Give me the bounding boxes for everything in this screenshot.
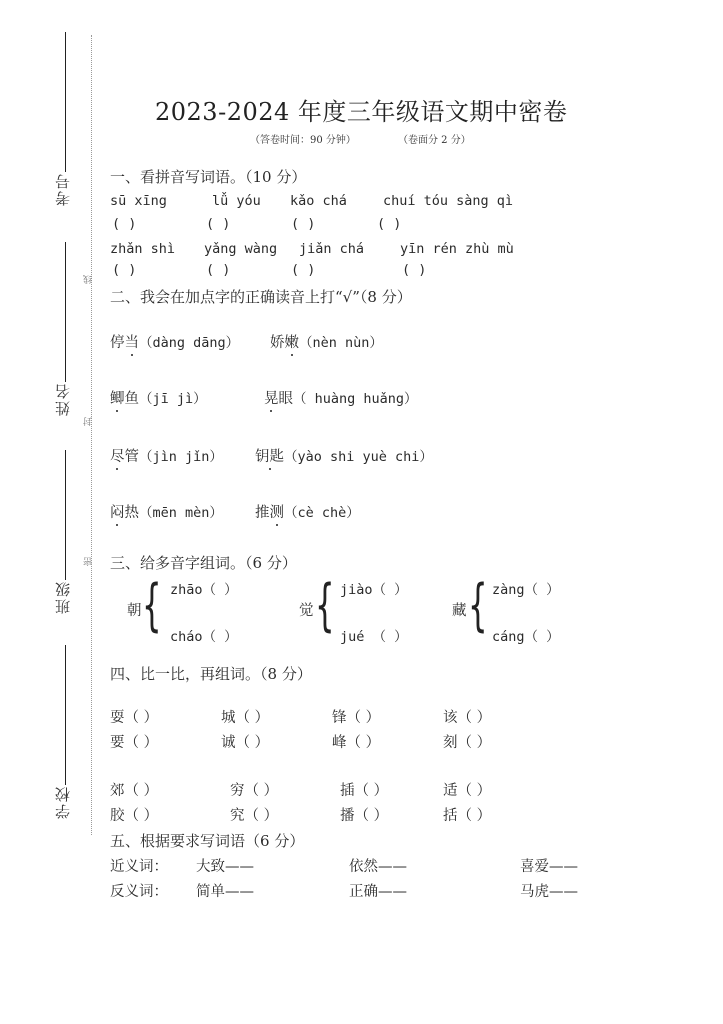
choice-item-1[interactable] xyxy=(110,331,239,352)
choice-item-3[interactable] xyxy=(110,387,207,408)
pinyin-5: zhǎn shì xyxy=(110,241,176,257)
pinyin-8: yīn rén zhù mù xyxy=(400,241,514,257)
compare-item[interactable]: 究（ ） xyxy=(230,808,279,824)
pinyin-4: chuí tóu sàng qì xyxy=(383,193,514,209)
compare-item[interactable]: 胶（ ） xyxy=(110,808,159,824)
word-prompt[interactable]: 简单—— xyxy=(196,884,254,900)
pinyin-options[interactable]: （mēn mèn） xyxy=(139,505,223,521)
choice-item-2[interactable] xyxy=(270,331,383,352)
char: 推 xyxy=(255,505,270,521)
brace-icon: { xyxy=(142,573,162,638)
compare-item[interactable]: 括（ ） xyxy=(443,808,492,824)
compare-item[interactable]: 适（ ） xyxy=(443,783,492,799)
compare-item[interactable]: 锋（ ） xyxy=(332,710,381,726)
pinyin-options[interactable]: （jī jì） xyxy=(139,391,207,407)
dotted-char: 测 xyxy=(270,501,285,522)
word-prompt[interactable]: 喜爱—— xyxy=(520,859,578,875)
choice-item-7[interactable] xyxy=(110,501,223,522)
polyphone-char-3: 藏 xyxy=(452,603,467,619)
answer-blank-3[interactable]: ( ) xyxy=(291,216,316,232)
pinyin-options[interactable]: （cè chè） xyxy=(284,505,360,521)
choice-item-8[interactable] xyxy=(255,501,360,522)
answer-blank-2[interactable]: ( ) xyxy=(206,216,231,232)
polyphone-char-1: 朝 xyxy=(127,603,142,619)
word-prompt[interactable]: 大致—— xyxy=(196,859,254,875)
pinyin-1: sū xīng xyxy=(110,193,167,209)
polyphone-top-1[interactable]: zhāo（ ） xyxy=(170,582,238,598)
choice-item-4[interactable] xyxy=(264,387,418,408)
choice-item-6[interactable] xyxy=(255,445,433,466)
brace-icon: { xyxy=(315,573,335,638)
pinyin-options[interactable]: （dàng dāng） xyxy=(139,335,240,351)
compare-item[interactable]: 该（ ） xyxy=(443,710,492,726)
answer-blank-5[interactable]: ( ) xyxy=(112,262,137,278)
dotted-char: 钥匙 xyxy=(255,445,284,466)
compare-item[interactable]: 穷（ ） xyxy=(230,783,279,799)
section1-heading: 一、看拼音写词语。（10 分） xyxy=(110,168,307,186)
margin-line-exam-number xyxy=(65,32,66,172)
compare-item[interactable]: 诚（ ） xyxy=(221,735,270,751)
compare-item[interactable]: 播（ ） xyxy=(340,808,389,824)
school-label: 学校 xyxy=(54,785,72,819)
choice-item-5[interactable] xyxy=(110,445,223,466)
polyphone-char-2: 觉 xyxy=(299,603,314,619)
polyphone-top-3[interactable]: zàng（ ） xyxy=(492,582,560,598)
polyphone-top-2[interactable]: jiào（ ） xyxy=(340,582,408,598)
class-label: 班级 xyxy=(54,580,72,614)
polyphone-bottom-3[interactable]: cáng（ ） xyxy=(492,629,560,645)
compare-item[interactable]: 郊（ ） xyxy=(110,783,159,799)
pinyin-7: jiǎn chá xyxy=(299,241,365,257)
dotted-char: 鲫 xyxy=(110,387,125,408)
dotted-char: 尽 xyxy=(110,445,125,466)
seal-mark-secret: 密 xyxy=(84,557,94,566)
pinyin-6: yǎng wàng xyxy=(204,241,278,257)
pinyin-options[interactable]: （nèn nùn） xyxy=(299,335,383,351)
answer-blank-7[interactable]: ( ) xyxy=(291,262,316,278)
char: 鱼 xyxy=(124,391,139,407)
word-prompt[interactable]: 正确—— xyxy=(349,884,407,900)
time-note: （答卷时间：90 分钟） xyxy=(250,135,356,146)
dotted-char: 闷 xyxy=(110,501,125,522)
name-label: 姓名 xyxy=(54,382,72,416)
margin-line-school xyxy=(65,645,66,785)
answer-blank-4[interactable]: ( ) xyxy=(377,216,402,232)
brace-icon: { xyxy=(468,573,488,638)
exam-number-label: 考号 xyxy=(54,172,72,206)
pinyin-options[interactable]: （yào shi yuè chi） xyxy=(284,449,433,465)
section4-heading: 四、比一比，再组词。（8 分） xyxy=(110,665,312,683)
dotted-char: 嫩 xyxy=(285,331,300,352)
pinyin-2: lǚ yóu xyxy=(212,193,261,209)
antonym-label: 反义词： xyxy=(110,884,168,900)
answer-blank-1[interactable]: ( ) xyxy=(112,216,137,232)
compare-item[interactable]: 耍（ ） xyxy=(110,710,159,726)
section3-heading: 三、给多音字组词。（6 分） xyxy=(110,554,297,572)
section2-heading: 二、我会在加点字的正确读音上打“√”（8 分） xyxy=(110,288,412,306)
pinyin-options[interactable]: （jìn jǐn） xyxy=(139,449,223,465)
seal-dotted-line xyxy=(91,35,92,835)
answer-blank-6[interactable]: ( ) xyxy=(206,262,231,278)
char: 娇 xyxy=(270,335,285,351)
dotted-char: 晃 xyxy=(264,387,279,408)
polyphone-bottom-1[interactable]: cháo（ ） xyxy=(170,629,238,645)
compare-item[interactable]: 要（ ） xyxy=(110,735,159,751)
compare-item[interactable]: 刻（ ） xyxy=(443,735,492,751)
answer-blank-8[interactable]: ( ) xyxy=(402,262,427,278)
synonym-label: 近义词： xyxy=(110,859,168,875)
page-title: 2023-2024 年度三年级语文期中密卷 xyxy=(155,98,568,126)
pinyin-options[interactable]: （ huàng huǎng） xyxy=(293,391,418,407)
compare-item[interactable]: 插（ ） xyxy=(340,783,389,799)
word-prompt[interactable]: 依然—— xyxy=(349,859,407,875)
seal-mark-seal: 封 xyxy=(84,417,94,426)
neatness-note: （卷面分 2 分） xyxy=(398,135,471,146)
char: 眼 xyxy=(278,391,293,407)
pinyin-3: kǎo chá xyxy=(290,193,347,209)
seal-mark-line: 线 xyxy=(84,275,94,284)
char: 停 xyxy=(110,335,125,351)
polyphone-bottom-2[interactable]: jué （ ） xyxy=(340,629,408,645)
char: 管 xyxy=(124,449,139,465)
compare-item[interactable]: 城（ ） xyxy=(221,710,270,726)
margin-line-exam-number-lower xyxy=(65,242,66,382)
section5-heading: 五、根据要求写词语（6 分） xyxy=(110,832,305,850)
compare-item[interactable]: 峰（ ） xyxy=(332,735,381,751)
word-prompt[interactable]: 马虎—— xyxy=(520,884,578,900)
margin-line-name xyxy=(65,450,66,580)
char: 热 xyxy=(124,505,139,521)
dotted-char: 当 xyxy=(125,331,140,352)
